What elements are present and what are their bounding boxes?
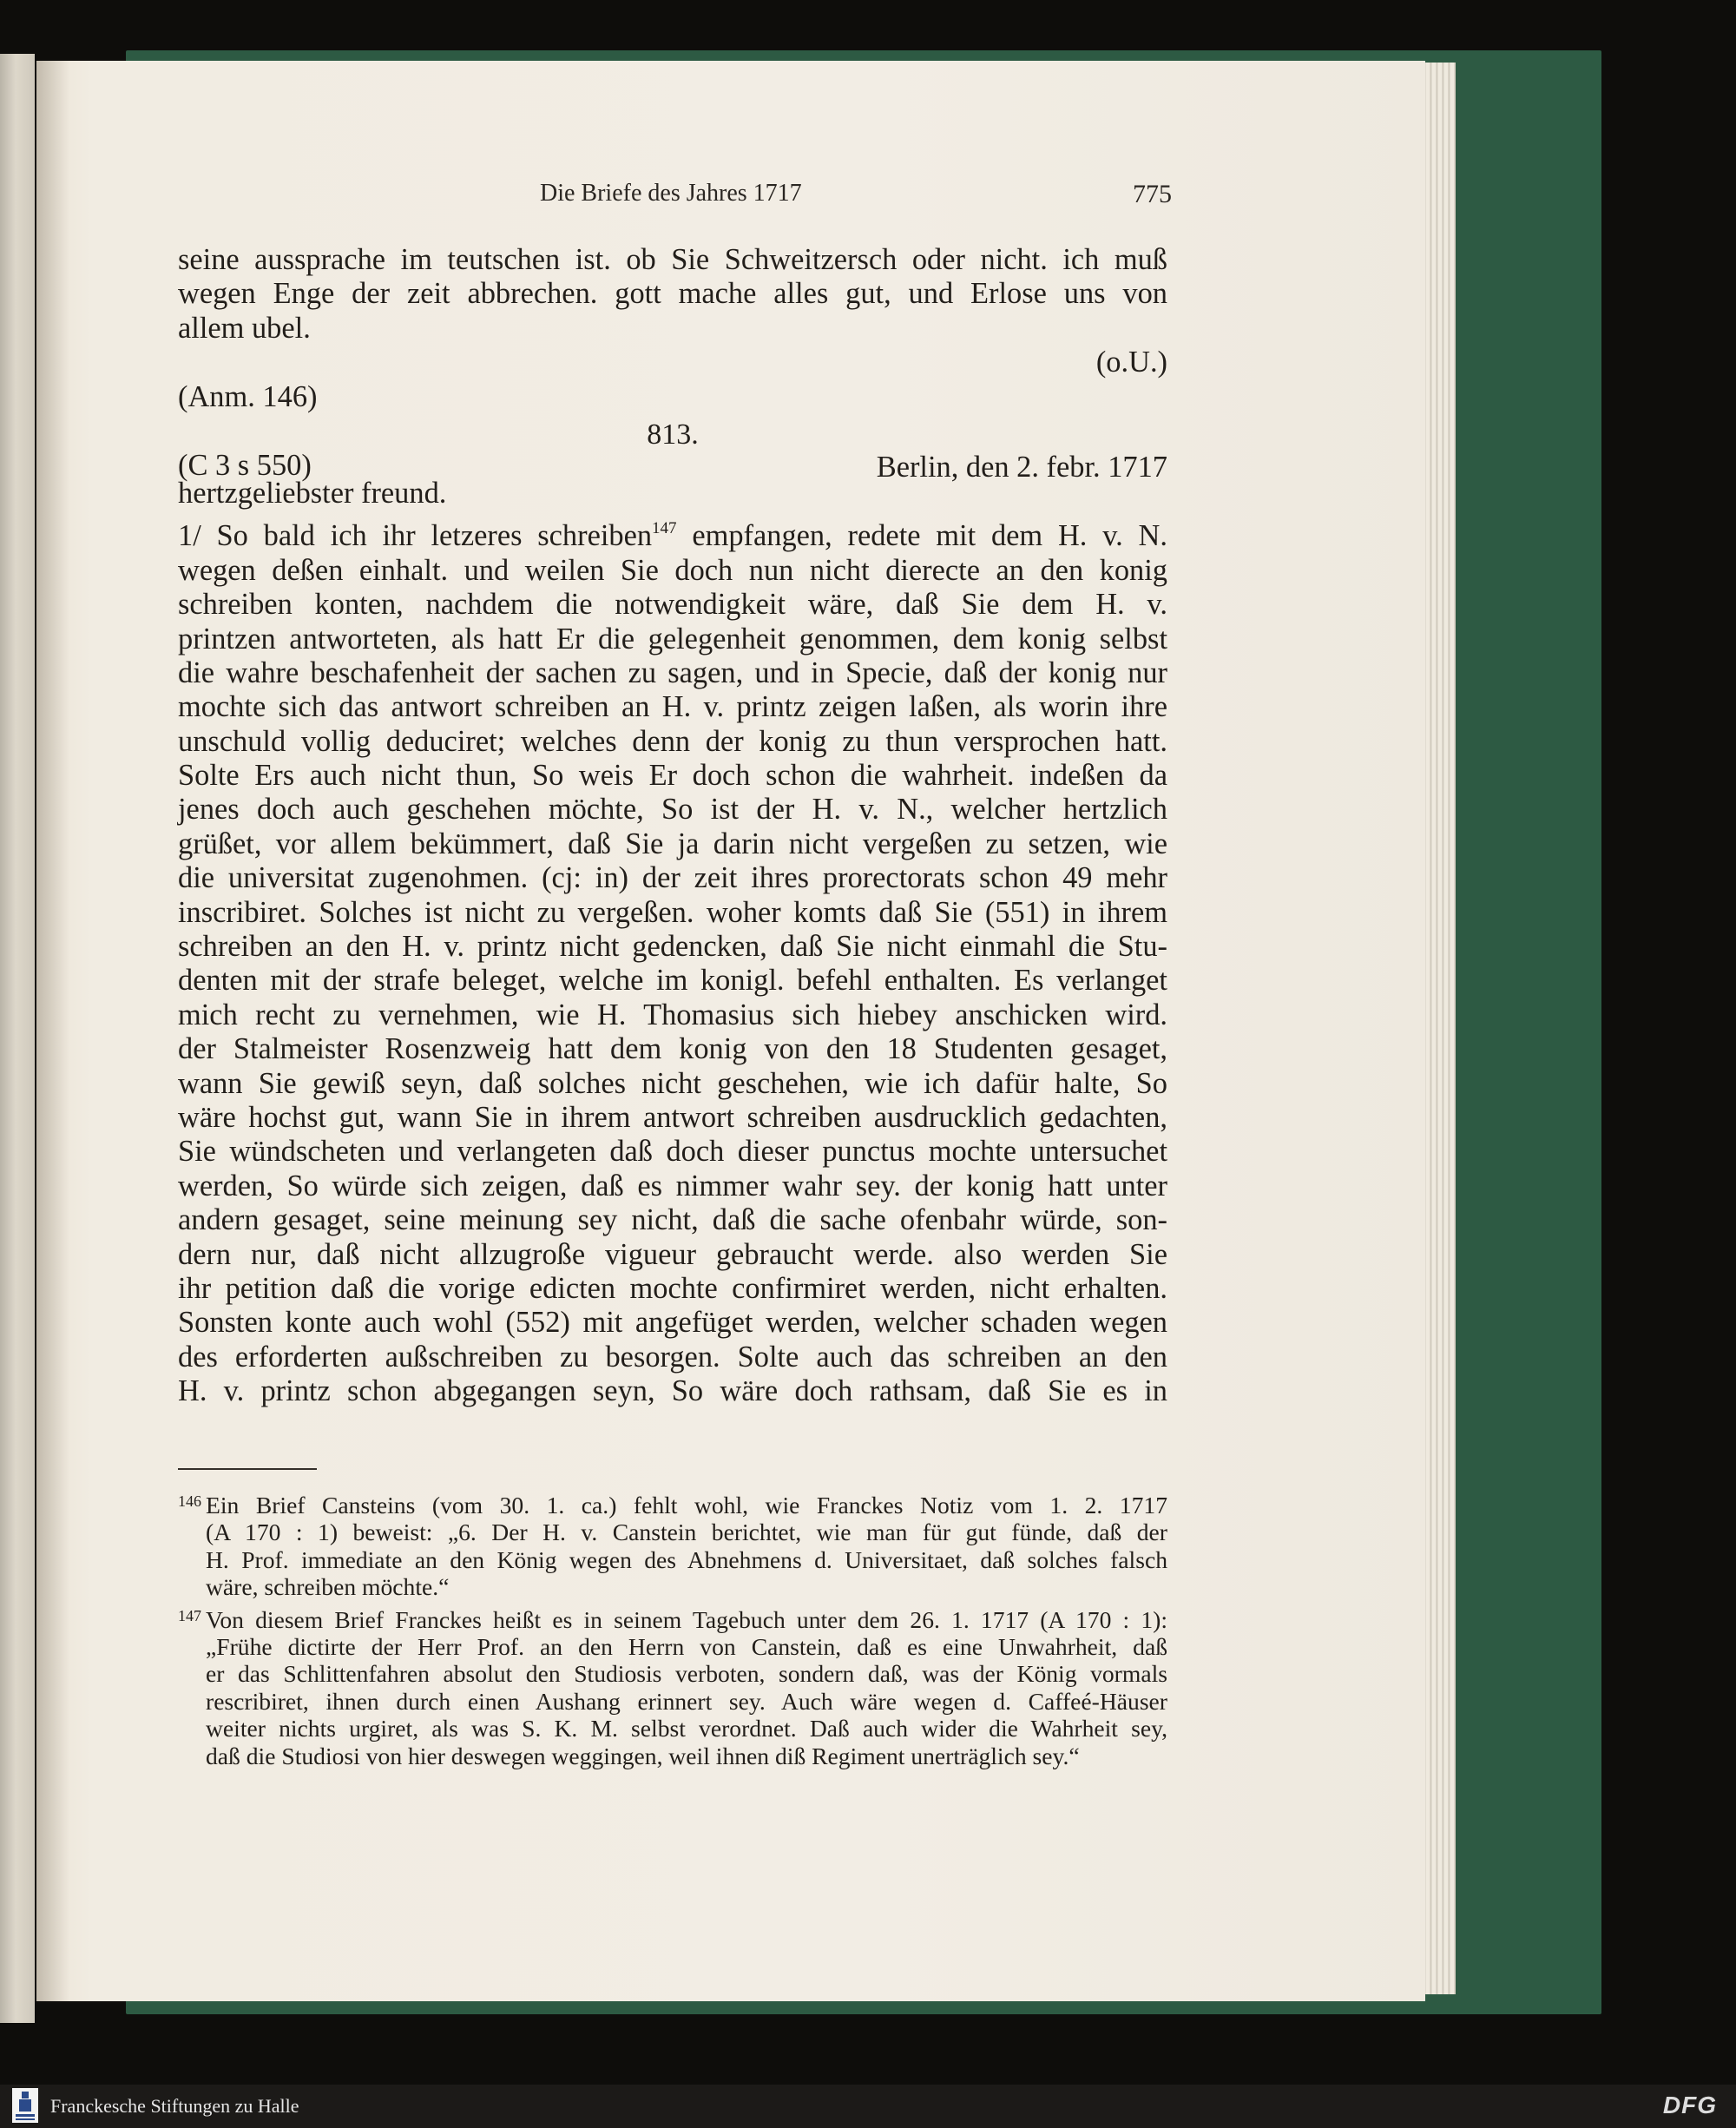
text-line: dern nur, daß nicht allzugroße vigueur gebraucht werde. also werden Sie (178, 1237, 1167, 1271)
letter-number: 813. (647, 418, 699, 451)
text-line: des erforderten außschreiben zu besorgen. Solte auch das schreiben an den (178, 1340, 1167, 1374)
text-line: wann Sie gewiß seyn, daß solches nicht geschehen, wie ich dafür halte, So (178, 1066, 1167, 1100)
footnote-line: (A 170 : 1) beweist: „6. Der H. v. Canstein berichtet, wie man für gut fünde, daß der (206, 1519, 1167, 1546)
text-line: ihr petition daß die vorige edicten mochte confirmiret werden, nicht erhalten. (178, 1271, 1167, 1305)
footnote-line: wäre, schreiben möchte.“ (206, 1573, 450, 1601)
footnote-147 (178, 1606, 1167, 1769)
text-line: unschuld vollig deduciret; welches denn der konig zu thun versprochen hatt. (178, 724, 1167, 758)
text-line: die universitat zugenohmen. (cj: in) der zeit ihres prorectorats schon 49 mehr (178, 861, 1167, 895)
text-line: seine aussprache im teutschen ist. ob Sie Schweitzersch oder nicht. ich muß (178, 243, 1167, 276)
text-line: wegen Enge der zeit abbrechen. gott mache alles gut, und Erlose uns von (178, 277, 1167, 311)
text-line: wäre hochst gut, wann Sie in ihrem antwort schreiben ausdrucklich gedachten, (178, 1100, 1167, 1134)
closing-note: (o.U.) (1095, 346, 1167, 379)
text-line: schreiben an den H. v. printz nicht gedencken, daß Sie nicht einmahl die Stu- (178, 930, 1167, 964)
text-line: wegen deßen einhalt. und weilen Sie doch nun nicht dierecte an den konig (178, 553, 1167, 587)
text-line: mochte sich das antwort schreiben an H. v. printz zeigen laßen, als worin ihre (178, 690, 1167, 724)
text-line: Sie wündscheten und verlangeten daß doch dieser punctus mochte untersuchet (178, 1135, 1167, 1169)
text-line: printzen antworteten, als hatt Er die gelegenheit genommen, dem konig selbst (178, 622, 1167, 656)
left-page-edge (0, 54, 35, 2023)
footnote-line: H. Prof. immediate an den König wegen des Abnehmens d. Universitaet, daß solches falsch (206, 1545, 1167, 1573)
text-line: jenes doch auch geschehen möchte, So ist der H. v. N., welcher hertzlich (178, 793, 1167, 827)
running-title: Die Briefe des Jahres 1717 (540, 180, 802, 207)
text-line: der Stalmeister Rosenzweig hatt dem konig von den 18 Studenten gesaget, (178, 1032, 1167, 1066)
running-header (178, 176, 1172, 211)
footnote-line: rescribiret, ihnen durch einen Aushang erinnert sey. Auch wäre wegen d. Caffeé-Häuser (206, 1687, 1167, 1715)
footnote-line: Ein Brief Cansteins (vom 30. 1. ca.) fehlt wohl, wie Franckes Notiz vom 1. 2. 1717 (206, 1492, 1167, 1519)
text-line: H. v. printz schon abgegangen seyn, So wäre doch rathsam, daß Sie es in (178, 1374, 1167, 1408)
source-reference: (C 3 s 550) (178, 448, 312, 482)
salutation: hertzgeliebster freund. (178, 476, 447, 510)
text-line: die wahre beschafenheit der sachen zu sagen, und in Specie, daß der konig nur (178, 656, 1167, 689)
institution-logo-icon[interactable] (12, 2088, 38, 2123)
dfg-logo: DFG (1662, 2092, 1717, 2118)
footnotes (178, 1492, 1167, 1775)
footnote-line: weiter nichts urgiret, als was S. K. M. selbst verordnet. Daß auch wider die Wahrheit sey, (206, 1715, 1167, 1743)
text-line: allem ubel. (178, 311, 311, 345)
footnote-number: 146 (178, 1492, 201, 1510)
text-line: inscribiret. Solches ist nicht zu vergeßen. woher komts daß Sie (551) in ihrem (178, 895, 1167, 929)
letter-body (178, 243, 1167, 1409)
text-line: mich recht zu vernehmen, wie H. Thomasius sich hiebey anschicken wird. (178, 998, 1167, 1031)
text-line: werden, So würde sich zeigen, daß es nimmer wahr sey. der konig hatt unter (178, 1169, 1167, 1202)
text-line: schreiben konten, nachdem die notwendigkeit wäre, daß Sie dem H. v. (178, 588, 1167, 622)
footnote-rule (178, 1468, 317, 1470)
page-number: 775 (1133, 180, 1172, 208)
text-line: denten mit der strafe beleget, welche im konigl. befehl enthalten. Es verlanget (178, 964, 1167, 998)
footnote-line: daß die Studiosi von hier deswegen weggingen, weil ihnen diß Regiment unerträglich sey.“ (206, 1742, 1080, 1769)
footnote-line: Von diesem Brief Franckes heißt es in seinem Tagebuch unter dem 26. 1. 1717 (A 170 : 1): (206, 1605, 1167, 1633)
footnote-line: „Frühe dictirte der Herr Prof. an den Herrn von Canstein, daß es eine Unwahrheit, daß (206, 1632, 1167, 1660)
letter-heading (178, 448, 1167, 484)
footnote-146 (178, 1492, 1167, 1601)
place-date: Berlin, den 2. febr. 1717 (876, 450, 1167, 484)
text-line: Sonsten konte auch wohl (552) mit angefüget werden, welcher schaden wegen (178, 1306, 1167, 1340)
footnote-line: er das Schlittenfahren absolut den Studiosis verboten, sondern daß, was der König vormals (206, 1660, 1167, 1688)
page-gutter-shadow (36, 61, 69, 2001)
footnote-number: 147 (178, 1606, 201, 1624)
footnote-reference: (Anm. 146) (178, 379, 318, 413)
institution-name[interactable]: Franckesche Stiftungen zu Halle (50, 2095, 299, 2117)
footnote-marker: 147 (652, 519, 677, 538)
paragraph-first-line: 1/ So bald ich ihr letzeres schreiben$^{147}$ empfangen, redete mit dem H. v. N. (178, 519, 1167, 553)
text-line: andern gesaget, seine meinung sey nicht, daß die sache ofenbahr würde, son- (178, 1203, 1167, 1237)
text-line: grüßet, vor allem bekümmert, daß Sie ja darin nicht vergeßen zu setzen, wie (178, 827, 1167, 860)
text-line: Solte Ers auch nicht thun, So weis Er doch schon die wahrheit. indeßen da (178, 759, 1167, 793)
